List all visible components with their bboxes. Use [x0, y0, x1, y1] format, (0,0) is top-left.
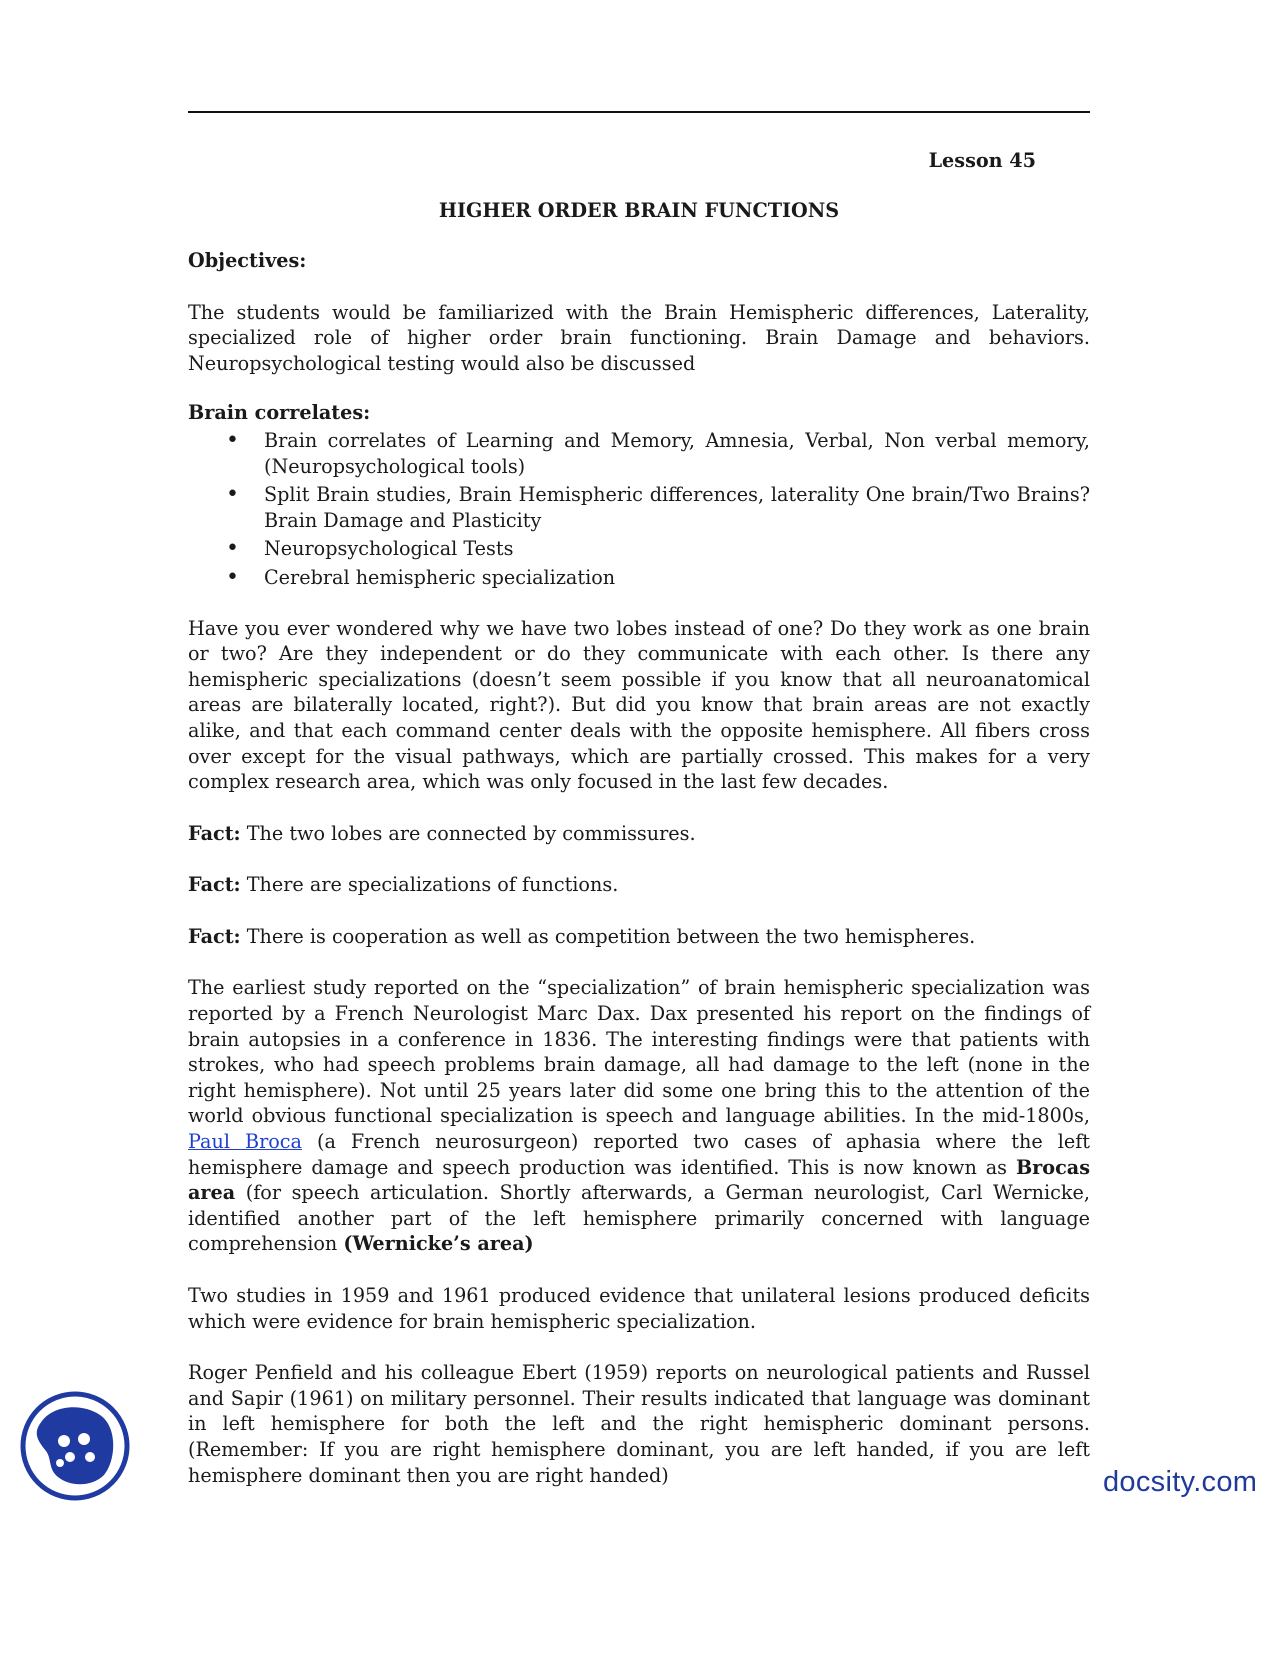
list-item: • Neuropsychological Tests [226, 536, 514, 562]
docsity-brand[interactable]: docsity.com [1103, 1466, 1258, 1498]
bullet-icon: • [226, 482, 239, 508]
wernickes-area-term: (Wernicke’s area) [343, 1232, 534, 1256]
bullet-icon: • [226, 536, 239, 562]
fact-1: Fact: The two lobes are connected by commissures. [188, 821, 696, 845]
docsity-logo-icon[interactable] [20, 1391, 130, 1501]
list-item: • Brain correlates of Learning and Memory, Amnesia, Verbal, Non verbal memory, (Neuropsychological tools) [226, 427, 1090, 478]
penfield-paragraph: Roger Penfield and his colleague Ebert (1959) reports on neurological patients and Russel and Sapir (1961) on military personnel. Their results indicated that language was dominant in left hemisphere for both the left and the right hemispheric dominant persons. (Remember: If you are right hemisphere dominant, you are left handed, if you are left hemisphere dominant then you are right handed) [188, 1361, 1090, 1487]
fact-3: Fact: There is cooperation as well as competition between the two hemispheres. [188, 924, 976, 948]
brocas-area-term: Brocas area [188, 1155, 1090, 1205]
lesson-number: Lesson 45 [928, 149, 1036, 172]
objectives-text: The students would be familiarized with the Brain Hemispheric differences, Laterality, specialized role of higher order brain functioning. Brain Damage and behaviors. Neuropsychological testing would also be discussed [188, 300, 1090, 375]
list-item: • Cerebral hemispheric specialization [226, 564, 616, 590]
paul-broca-link[interactable]: Paul Broca [188, 1130, 302, 1154]
bullet-icon: • [226, 564, 239, 590]
brain-correlates-heading: Brain correlates: [188, 401, 371, 425]
studies-paragraph: Two studies in 1959 and 1961 produced evidence that unilateral lesions produced deficits which were evidence for brain hemispheric specialization. [188, 1284, 1090, 1333]
document-body [188, 148, 1090, 1488]
objectives-heading: Objectives: [188, 249, 307, 272]
intro-paragraph: Have you ever wondered why we have two lobes instead of one? Do they work as one brain or two? Are they independent or do they communicate with each other. Is there any hemispheric specializations (doesn’t seem possible if you know that all neuroanatomical areas are bilaterally located, right?). But did you know that brain areas are not exactly alike, and that each command center deals with the opposite hemisphere. All fibers cross over except for the visual pathways, which are partially crossed. This makes for a very complex research area, which was only focused in the last few decades. [188, 616, 1090, 794]
history-paragraph: The earliest study reported on the “specialization” of brain hemispheric specialization was reported by a French Neurologist Marc Dax. Dax presented his report on the findings of brain autopsies in a conference in 1836. The interesting findings were that patients with strokes, who had speech problems brain damage, all had damage to the left (none in the right hemisphere). Not until 25 years later did some one bring this to the attention of the world obvious functional specialization is speech and language abilities. In the mid-1800s, Paul Broca (a French neurosurgeon) reported two cases of aphasia where the left hemisphere damage and speech production was identified. This is now known as Brocas area (for speech articulation. Shortly afterwards, a German neurologist, Carl Wernicke, identified another part of the left hemisphere primarily concerned with language comprehension (Wernicke’s area) [188, 976, 1091, 1256]
brain-correlates-list [188, 428, 1090, 591]
bullet-icon: • [226, 427, 239, 453]
page-title: HIGHER ORDER BRAIN FUNCTIONS [438, 199, 840, 222]
header-rule [188, 111, 1090, 113]
fact-2: Fact: There are specializations of functions. [188, 873, 619, 897]
list-item: • Split Brain studies, Brain Hemispheric differences, laterality One brain/Two Brains? Brain Damage and Plasticity [226, 482, 1090, 532]
